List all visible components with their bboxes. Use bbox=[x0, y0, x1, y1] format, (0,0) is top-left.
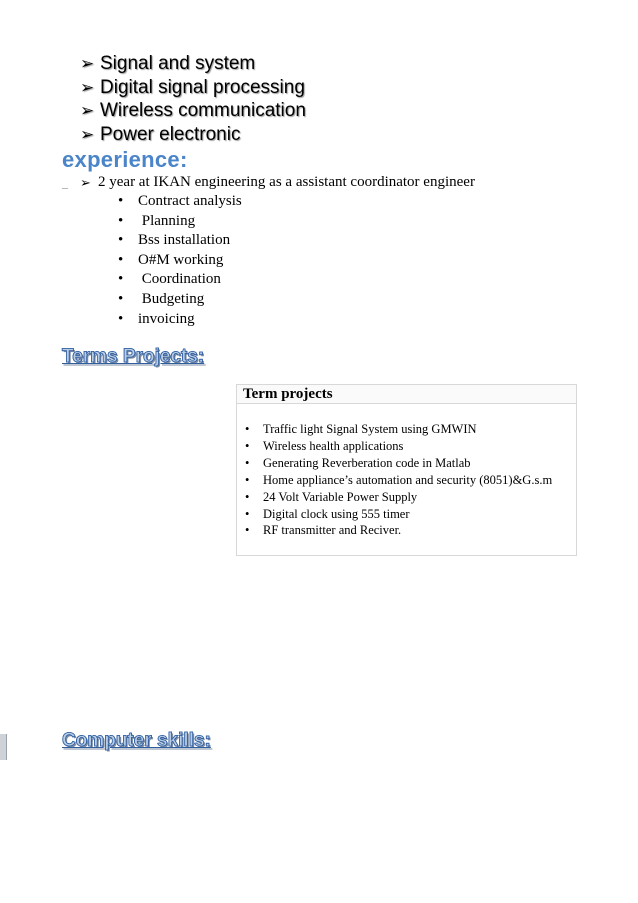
computer-skills-heading: Computer skills: bbox=[62, 730, 211, 751]
list-item-label: 24 Volt Variable Power Supply bbox=[263, 489, 418, 504]
arrow-bullet-icon: ➢ bbox=[80, 101, 95, 120]
arrow-bullet-icon: ➢ bbox=[80, 174, 91, 190]
list-item-label: Coordination bbox=[138, 271, 221, 288]
list-item-label: Digital clock using 555 timer bbox=[263, 506, 410, 521]
list-item-label: Home appliance’s automation and security (8051)&G.s.m bbox=[263, 472, 553, 487]
list-item-label: Planning bbox=[138, 212, 196, 229]
list-item-label: Contract analysis bbox=[138, 193, 242, 209]
list-item-label: O#M working bbox=[138, 251, 224, 268]
terms-projects-heading: Terms Projects: bbox=[62, 346, 205, 367]
list-item bbox=[245, 421, 552, 438]
list-item bbox=[118, 290, 242, 310]
arrow-bullet-icon: ➢ bbox=[80, 77, 95, 97]
list-item bbox=[80, 99, 306, 123]
list-item bbox=[245, 438, 552, 455]
list-item-label: Wireless health applications bbox=[263, 438, 404, 453]
list-item bbox=[80, 123, 306, 147]
list-item bbox=[80, 76, 306, 100]
list-item bbox=[118, 212, 242, 232]
list-item bbox=[118, 192, 242, 212]
term-projects-table bbox=[236, 384, 577, 556]
list-item-label: Signal and system bbox=[100, 53, 256, 74]
bullet-icon: • bbox=[118, 232, 124, 249]
list-item bbox=[245, 506, 552, 523]
list-item bbox=[245, 455, 552, 472]
bullet-icon: • bbox=[245, 422, 250, 436]
bullet-icon: • bbox=[245, 472, 250, 487]
list-item bbox=[118, 231, 242, 251]
project-list bbox=[245, 421, 552, 539]
arrow-bullet-icon: ➢ bbox=[80, 124, 95, 144]
list-item bbox=[80, 52, 306, 76]
bullet-icon: • bbox=[118, 310, 124, 327]
list-item-label: invoicing bbox=[138, 310, 195, 327]
list-item-label: Digital signal processing bbox=[100, 76, 305, 98]
bullet-icon: • bbox=[118, 193, 124, 209]
bullet-icon: • bbox=[245, 506, 250, 521]
dash-marker: – bbox=[62, 180, 68, 194]
list-item bbox=[245, 489, 552, 506]
bullet-icon: • bbox=[245, 438, 250, 453]
list-item-label: Power electronic bbox=[100, 123, 241, 145]
table-header: Term projects bbox=[237, 385, 576, 404]
page-edge-marker bbox=[0, 734, 7, 760]
list-item-label: Bss installation bbox=[138, 232, 231, 249]
list-item-label: RF transmitter and Reciver. bbox=[263, 523, 402, 538]
experience-item-label: 2 year at IKAN engineering as a assistant coordinator engineer bbox=[98, 174, 475, 190]
bullet-icon: • bbox=[245, 455, 250, 470]
list-item-label: Traffic light Signal System using GMWIN bbox=[263, 422, 477, 436]
list-item bbox=[118, 270, 242, 290]
list-item-label: Wireless communication bbox=[100, 100, 306, 121]
experience-item bbox=[80, 174, 475, 191]
bullet-icon: • bbox=[245, 523, 250, 538]
bullet-icon: • bbox=[118, 251, 124, 268]
bullet-icon: • bbox=[118, 290, 124, 307]
list-item-label: Generating Reverberation code in Matlab bbox=[263, 455, 471, 470]
arrow-bullet-icon: ➢ bbox=[80, 54, 95, 73]
skills-list bbox=[80, 52, 306, 146]
bullet-icon: • bbox=[118, 212, 124, 229]
list-item-label: Budgeting bbox=[138, 290, 205, 307]
list-item bbox=[245, 472, 552, 489]
experience-heading: experience: bbox=[62, 147, 188, 172]
experience-tasks bbox=[118, 192, 242, 329]
list-item bbox=[118, 310, 242, 330]
list-item bbox=[245, 522, 552, 539]
bullet-icon: • bbox=[245, 489, 250, 504]
bullet-icon: • bbox=[118, 271, 124, 288]
list-item bbox=[118, 251, 242, 271]
